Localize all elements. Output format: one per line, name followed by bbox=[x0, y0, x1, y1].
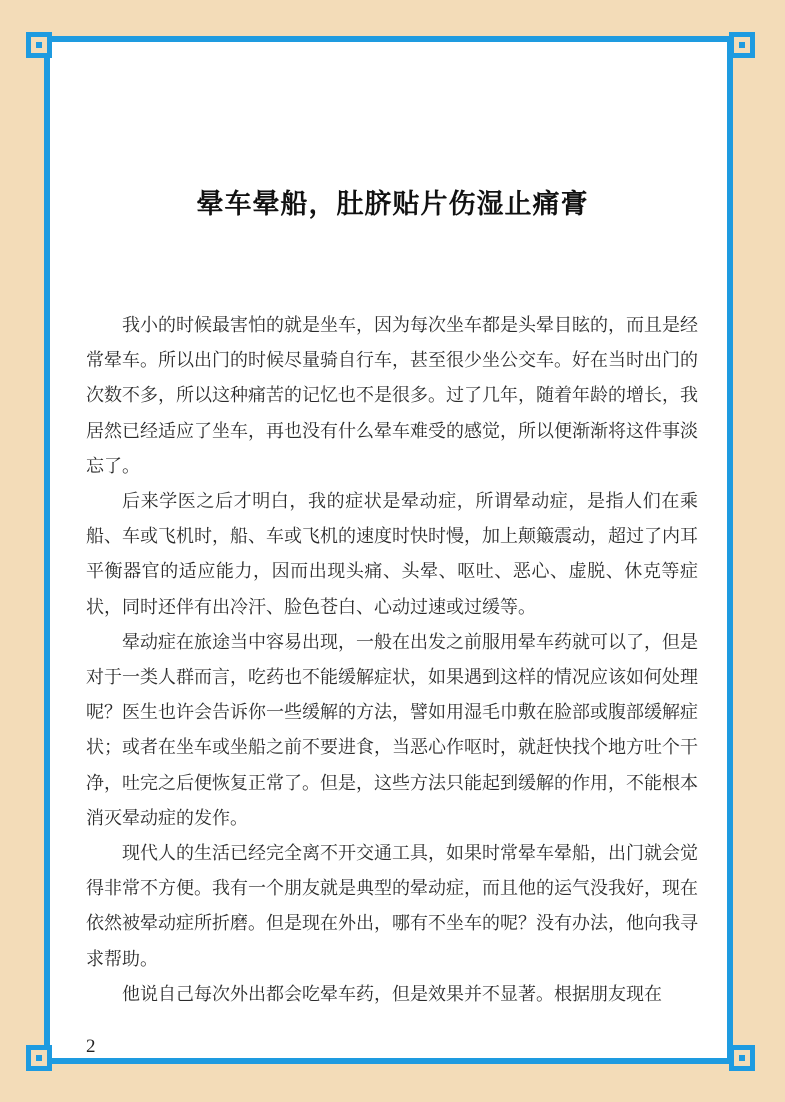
page-title: 晕车晕船，肚脐贴片伤湿止痛膏 bbox=[196, 189, 589, 220]
corner-ornament-bottom-right bbox=[729, 1045, 755, 1071]
corner-ornament-top-left bbox=[26, 32, 52, 58]
paragraph: 我小的时候最害怕的就是坐车，因为每次坐车都是头晕目眩的，而且是经常晕车。所以出门的时候尽量骑自行车，甚至很少坐公交车。好在当时出门的次数不多，所以这种痛苦的记忆也不是很多。过了几年，随着年龄的增长，我居然已经适应了坐车，再也没有什么晕车难受的感觉，所以便渐渐将这件事淡忘了。 bbox=[86, 315, 698, 477]
corner-ornament-bottom-left bbox=[26, 1045, 52, 1071]
page-number: 2 bbox=[86, 1036, 96, 1057]
paragraph: 他说自己每次外出都会吃晕车药，但是效果并不显著。根据朋友现在 bbox=[122, 983, 662, 1005]
paragraph: 现代人的生活已经完全离不开交通工具，如果时常晕车晕船，出门就会觉得非常不方便。我有一个朋友就是典型的晕动症，而且他的运气没我好，现在依然被晕动症所折磨。但是现在外出，哪有不坐车的呢？没有办法，他向我寻求帮助。 bbox=[86, 843, 698, 970]
paragraph: 后来学医之后才明白，我的症状是晕动症，所谓晕动症，是指人们在乘船、车或飞机时，船、车或飞机的速度时快时慢，加上颠簸震动，超过了内耳平衡器官的适应能力，因而出现头痛、头晕、呕吐、恶心、虚脱、休克等症状，同时还伴有出冷汗、脸色苍白、心动过速或过缓等。 bbox=[86, 491, 698, 618]
corner-ornament-top-right bbox=[729, 32, 755, 58]
paragraph: 晕动症在旅途当中容易出现，一般在出发之前服用晕车药就可以了，但是对于一类人群而言，吃药也不能缓解症状，如果遇到这样的情况应该如何处理呢？医生也许会告诉你一些缓解的方法，譬如用湿毛巾敷在脸部或腹部缓解症状；或者在坐车或坐船之前不要进食，当恶心作呕时，就赶快找个地方吐个干净，吐完之后便恢复正常了。但是，这些方法只能起到缓解的作用，不能根本消灭晕动症的发作。 bbox=[86, 631, 698, 829]
article-body bbox=[86, 308, 698, 1012]
